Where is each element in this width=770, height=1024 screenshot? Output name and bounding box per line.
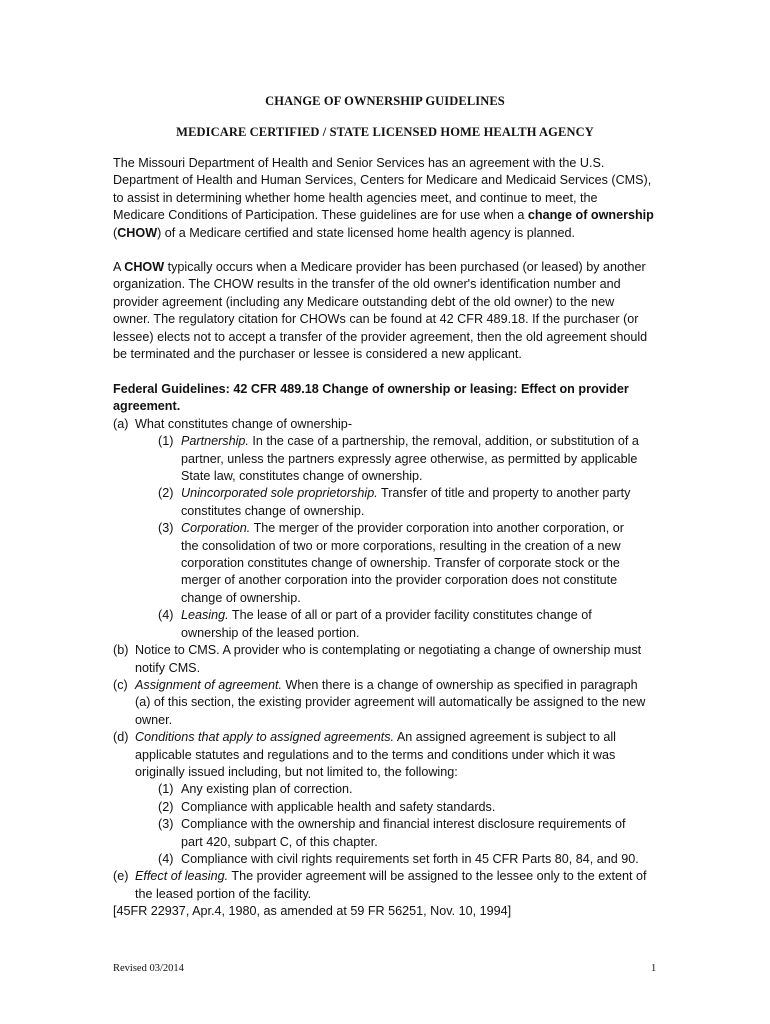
item-text: The merger of the provider corporation into another corporation, or: [250, 521, 624, 536]
item-number: (4): [158, 608, 174, 623]
clause-text: When there is a change of ownership as specified in paragraph: [282, 677, 638, 692]
item-text: Transfer of title and property to another party: [377, 486, 631, 501]
clause-c-cont: (a) of this section, the existing provider agreement will automatically be assigned to the new: [135, 695, 646, 710]
item-text: Compliance with applicable health and safety standards.: [181, 799, 496, 814]
chow-line: organization. The CHOW results in the transfer of the old owner's identification number and: [113, 277, 621, 292]
item-number: (2): [158, 799, 174, 814]
clause-text: The provider agreement will be assigned to the lessee only to the extent of: [228, 869, 647, 884]
item-text: Any existing plan of correction.: [181, 782, 353, 797]
item-title: Partnership.: [181, 434, 249, 449]
clause-title: Effect of leasing.: [135, 869, 229, 884]
clause-d-item-cont: part 420, subpart C, of this chapter.: [181, 834, 378, 849]
clause-a-item-cont: ownership of the leased portion.: [181, 625, 360, 640]
chow-line: owner. The regulatory citation for CHOWs can be found at 42 CFR 489.18. If the purchaser (or: [113, 312, 639, 327]
intro-line: to assist in determining whether home health agencies meet, and continue to meet, the: [113, 190, 598, 205]
page-number: 1: [651, 963, 657, 974]
chow-line: lessee) elects not to accept a transfer of the provider agreement, then the old agreement should: [113, 329, 648, 344]
clause-a-item-cont: the consolidation of two or more corporations, resulting in the creation of a new: [181, 538, 621, 553]
clause-number: (c): [113, 677, 128, 692]
intro-text: (: [113, 225, 118, 240]
clause-number: (b): [113, 643, 129, 658]
intro-bold-term: change of ownership: [527, 208, 654, 223]
clause-c-cont: owner.: [135, 712, 173, 727]
clause-d: [113, 729, 665, 746]
item-title: Unincorporated sole proprietorship.: [181, 486, 378, 501]
intro-bold-term: CHOW: [117, 225, 158, 240]
clause-c: [113, 677, 665, 694]
clause-text: Notice to CMS. A provider who is contemplating or negotiating a change of ownership must: [135, 643, 642, 658]
item-text: Compliance with civil rights requirements set forth in 45 CFR Parts 80, 84, and 90.: [181, 851, 639, 866]
section-heading: agreement.: [113, 399, 181, 414]
item-title: Corporation.: [181, 521, 251, 536]
item-number: (1): [158, 782, 174, 797]
item-text: The lease of all or part of a provider facility constitutes change of: [228, 608, 592, 623]
clause-a-item: [113, 433, 665, 450]
clause-a-item: [113, 485, 665, 502]
chow-text: typically occurs when a Medicare provider has been purchased (or leased) by another: [164, 260, 646, 274]
item-number: (3): [158, 817, 174, 832]
intro-text: Medicare Conditions of Participation. These guidelines are for use when a: [113, 208, 528, 223]
clause-a-item-cont: State law, constitutes change of ownership.: [181, 469, 423, 484]
clause-b-cont: notify CMS.: [135, 660, 201, 675]
page-title: CHANGE OF OWNERSHIP GUIDELINES: [265, 94, 505, 108]
clause-d-item: [113, 851, 665, 868]
section-heading: Federal Guidelines: 42 CFR 489.18 Change of ownership or leasing: Effect on provider: [113, 382, 629, 396]
intro-paragraph: [113, 155, 665, 242]
revised-date: Revised 03/2014: [113, 963, 184, 974]
item-number: (2): [158, 486, 174, 501]
chow-text: A: [113, 260, 125, 274]
clause-e-cont: the leased portion of the facility.: [135, 886, 312, 901]
clause-d-item: [113, 799, 665, 816]
clause-number: (e): [113, 869, 129, 884]
chow-line: be terminated and the purchaser or lessee is considered a new applicant.: [113, 347, 522, 362]
page-subtitle: MEDICARE CERTIFIED / STATE LICENSED HOME HEALTH AGENCY: [176, 125, 594, 139]
item-text: In the case of a partnership, the removal, addition, or substitution of a: [248, 434, 639, 449]
clause-d-item: [113, 781, 665, 798]
clause-a-item-cont: constitutes change of ownership.: [181, 503, 365, 518]
clause-d-cont: originally issued including, but not limited to, the following:: [135, 764, 458, 779]
intro-text: of a Medicare certified and state licensed home health agency is planned.: [161, 225, 576, 240]
item-number: (4): [158, 851, 174, 866]
clause-number: (d): [113, 730, 129, 745]
clause-a: [113, 416, 665, 433]
clause-b: [113, 642, 665, 659]
clause-a-item-cont: change of ownership.: [181, 590, 301, 605]
item-number: (3): [158, 521, 174, 536]
intro-line: The Missouri Department of Health and Senior Services has an agreement with the U.S.: [113, 156, 605, 170]
clause-a-item-cont: corporation constitutes change of ownership. Transfer of corporate stock or the: [181, 556, 620, 571]
chow-line: provider agreement (including any Medicare outstanding debt of the old owner) to the new: [113, 294, 615, 309]
item-text: Compliance with the ownership and financial interest disclosure requirements of: [181, 817, 626, 832]
clause-text: What constitutes change of ownership-: [135, 416, 353, 431]
clause-title: Assignment of agreement.: [135, 677, 283, 692]
intro-line: [113, 207, 665, 224]
clause-title: Conditions that apply to assigned agreements.: [135, 730, 395, 745]
intro-line: [113, 225, 665, 242]
chow-bold-term: CHOW: [124, 260, 165, 274]
item-title: Leasing.: [181, 608, 229, 623]
clause-number: (a): [113, 416, 129, 431]
item-number: (1): [158, 434, 174, 449]
clause-e: [113, 868, 665, 885]
clause-a-item-cont: partner, unless the partners expressly agree otherwise, as permitted by applicable: [181, 451, 638, 466]
chow-paragraph: [113, 259, 665, 363]
federal-guidelines-section: [113, 381, 665, 921]
intro-line: Department of Health and Human Services, Centers for Medicare and Medicaid Services (CMS),: [113, 173, 652, 188]
clause-a-item: [113, 607, 665, 624]
citation: [45FR 22937, Apr.4, 1980, as amended at 59 FR 56251, Nov. 10, 1994]: [113, 904, 512, 919]
clause-text: An assigned agreement is subject to all: [394, 730, 616, 745]
clause-d-cont: applicable statutes and regulations and to the terms and conditions under which it was: [135, 747, 616, 762]
clause-a-item: [113, 520, 665, 537]
chow-line: [113, 259, 665, 276]
intro-text: ): [157, 225, 162, 240]
clause-a-item-cont: merger of another corporation into the provider corporation does not constitute: [181, 573, 618, 588]
clause-d-item: [113, 816, 665, 833]
